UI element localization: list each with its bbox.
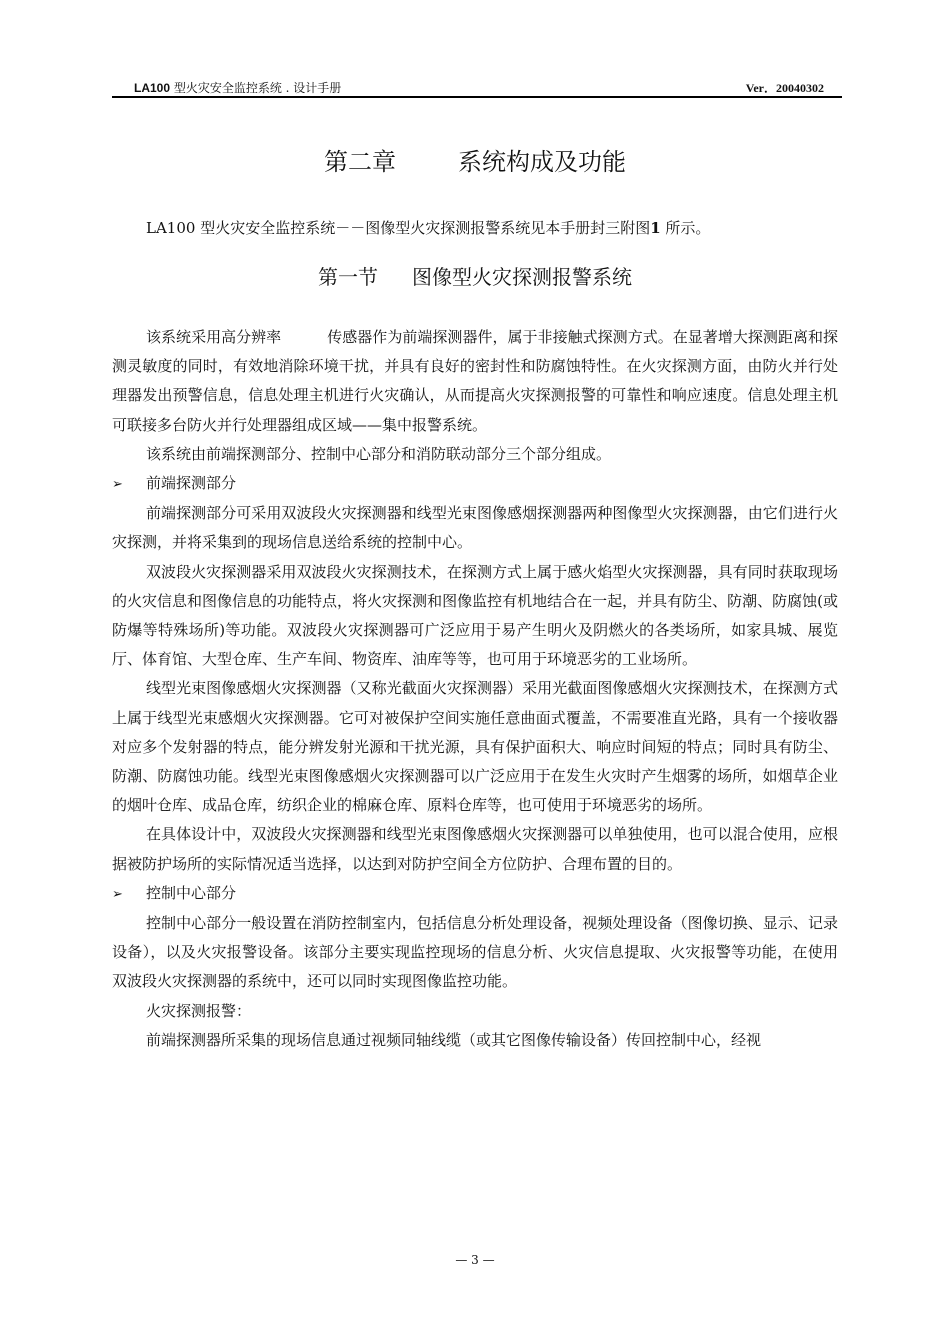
section-heading — [0, 262, 950, 292]
chapter-heading — [0, 146, 950, 178]
page-number: — 3 — — [455, 1253, 495, 1267]
intro-figure-number: 1 — [650, 219, 661, 237]
section-number: 第一节 — [318, 265, 378, 289]
paragraph: 双波段火灾探测器采用双波段火灾探测技术，在探测方式上属于感火焰型火灾探测器，具有同时获取现场的火灾信息和图像信息的功能特点，将火灾探测和图像监控有机地结合在一起，并具有防尘、防潮、防腐蚀(或防爆等特殊场所)等功能。双波段火灾探测器可广泛应用于易产生明火及阴燃火的各类场所，如家具城、展览厅、体育馆、大型仓库、生产车间、物资库、油库等等，也可用于环境恶劣的工业场所。 — [112, 562, 838, 669]
paragraph: 该系统采用高分辨率 传感器作为前端探测器件，属于非接触式探测方式。在显著增大探测距离和探测灵敏度的同时，有效地消除环境干扰，并具有良好的密封性和防腐蚀特性。在火灾探测方面，由防火并行处理器发出预警信息，信息处理主机进行火灾确认，从而提高火灾探测报警的可靠性和响应速度。信息处理主机可联接多台防火并行处理器组成区域——集中报警系统。 — [112, 328, 838, 434]
paragraph: 线型光束图像感烟火灾探测器（又称光截面火灾探测器）采用光截面图像感烟火灾探测技术，在探测方式上属于线型光束感烟火灾探测器。它可对被保护空间实施任意曲面式覆盖，不需要准直光路，具有一个接收器对应多个发射器的特点，能分辨发射光源和干扰光源，具有保护面积大、响应时间短的特点；同时具有防尘、防潮、防腐蚀功能。线型光束图像感烟火灾探测器可以广泛应用于在发生火灾时产生烟雾的场所，如烟草企业的烟叶仓库、成品仓库，纺织企业的棉麻仓库、原料仓库等，也可使用于环境恶劣的场所。 — [112, 679, 838, 815]
chapter-number: 第二章 — [324, 148, 396, 176]
intro-paragraph — [146, 217, 710, 239]
body-text — [112, 323, 838, 1055]
section-title: 图像型火灾探测报警系统 — [412, 265, 632, 289]
arrowhead-bullet-icon: ➢ — [112, 477, 123, 493]
paragraph: 前端探测器所采集的现场信息通过视频同轴线缆（或其它图像传输设备）传回控制中心，经视 — [146, 1030, 762, 1049]
arrowhead-bullet-icon: ➢ — [112, 886, 123, 902]
paragraph: 在具体设计中，双波段火灾探测器和线型光束图像感烟火灾探测器可以单独使用，也可以混合使用，应根据被防护场所的实际情况适当选择，以达到对防护空间全方位防护、合理布置的目的。 — [112, 825, 838, 873]
chapter-title: 系统构成及功能 — [458, 148, 626, 176]
subheading: 火灾探测报警： — [146, 1001, 252, 1020]
header-title — [134, 80, 341, 96]
page-header — [112, 80, 842, 98]
header-brand: LA100 — [134, 81, 171, 95]
header-title-text: 型火灾安全监控系统 . 设计手册 — [170, 81, 342, 95]
header-version: Ver．20040302 — [745, 81, 824, 95]
bullet-heading: ➢ 控制中心部分 — [112, 879, 838, 909]
intro-text: LA100 型火灾安全监控系统－－图像型火灾探测报警系统见本手册封三附图 — [146, 219, 651, 237]
intro-tail: 所示。 — [660, 219, 711, 237]
paragraph: 控制中心部分一般设置在消防控制室内，包括信息分析处理设备，视频处理设备（图像切换、显示、记录设备），以及火灾报警设备。该部分主要实现监控现场的信息分析、火灾信息提取、火灾报警等功能，在使用双波段火灾探测器的系统中，还可以同时实现图像监控功能。 — [112, 914, 838, 991]
paragraph: 该系统由前端探测部分、控制中心部分和消防联动部分三个部分组成。 — [146, 444, 612, 463]
bullet-heading: ➢ 前端探测部分 — [112, 469, 838, 499]
paragraph: 前端探测部分可采用双波段火灾探测器和线型光束图像感烟探测器两种图像型火灾探测器，由它们进行火灾探测，并将采集到的现场信息送给系统的控制中心。 — [112, 504, 838, 552]
